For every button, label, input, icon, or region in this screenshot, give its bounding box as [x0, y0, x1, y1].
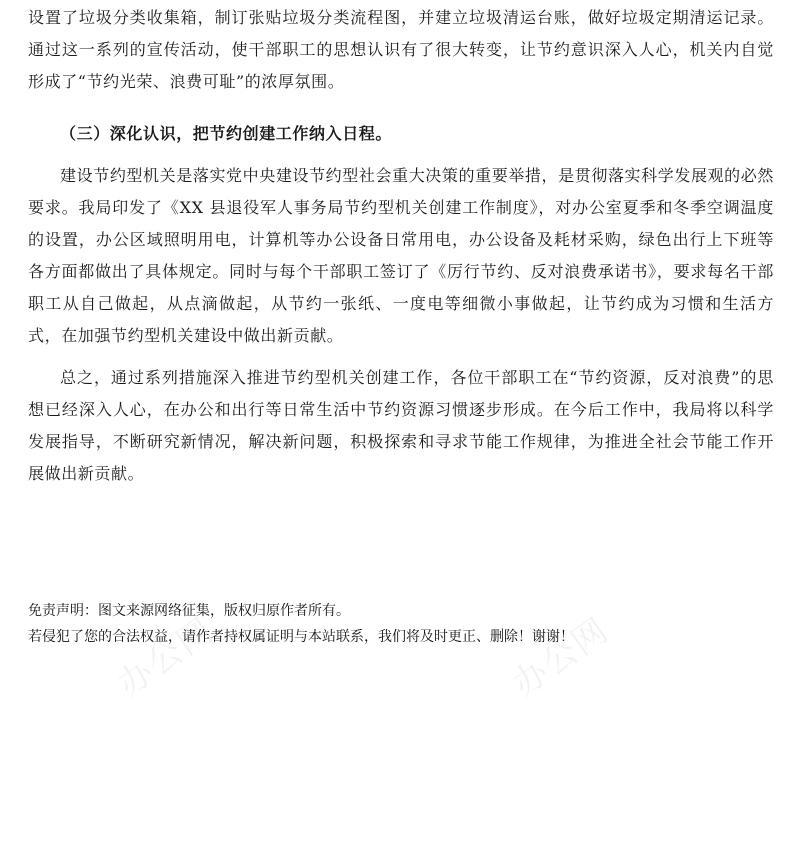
- disclaimer-line-1: 免责声明：图文来源网络征集，版权归原作者所有。: [28, 603, 350, 619]
- paragraph-conclusion: 总之，通过系列措施深入推进节约型机关创建工作，各位干部职工在“节约资源，反对浪费”的思想已经深入人心，在办公和出行等日常生活中节约资源习惯逐步形成。在今后工作中，我局将以科学发展指导，不断研究新情况，解决新问题，积极探索和寻求节能工作规律，为推进全社会节能工作开展做出新贡献。: [28, 368, 774, 483]
- disclaimer-line-2: 若侵犯了您的合法权益，请作者持权属证明与本站联系，我们将及时更正、删除！谢谢！: [28, 629, 574, 645]
- section-heading-three: （三）深化认识，把节约创建工作纳入日程。: [60, 124, 393, 143]
- watermark-text: 办公网: [505, 610, 617, 705]
- spacer: [28, 352, 774, 362]
- disclaimer: [28, 598, 774, 650]
- spacer: [28, 98, 774, 108]
- document-body: [28, 2, 774, 490]
- watermark-text: 办公网: [110, 610, 222, 705]
- paragraph-conservation-system: 建设节约型机关是落实党中央建设节约型社会重大决策的重要举措，是贯彻落实科学发展观的必然要求。我局印发了《XX 县退役军人事务局节约型机关创建工作制度》，对办公室夏季和冬季空调温度的设置，办公区域照明用电，计算机等办公设备日常用电，办公设备及耗材采购，绿色出行上下班等各方面都做出了具体规定。同时与每个干部职工签订了《厉行节约、反对浪费承诺书》，要求每名干部职工从自己做起，从点滴做起，从节约一张纸、一度电等细微小事做起，让节约成为习惯和生活方式，在加强节约型机关建设中做出新贡献。: [28, 166, 774, 345]
- paragraph-garbage-sorting: 设置了垃圾分类收集箱，制订张贴垃圾分类流程图，并建立垃圾清运台账，做好垃圾定期清运记录。通过这一系列的宣传活动，使干部职工的思想认识有了很大转变，让节约意识深入人心，机关内自觉形成了“节约光荣、浪费可耻”的浓厚氛围。: [28, 8, 774, 91]
